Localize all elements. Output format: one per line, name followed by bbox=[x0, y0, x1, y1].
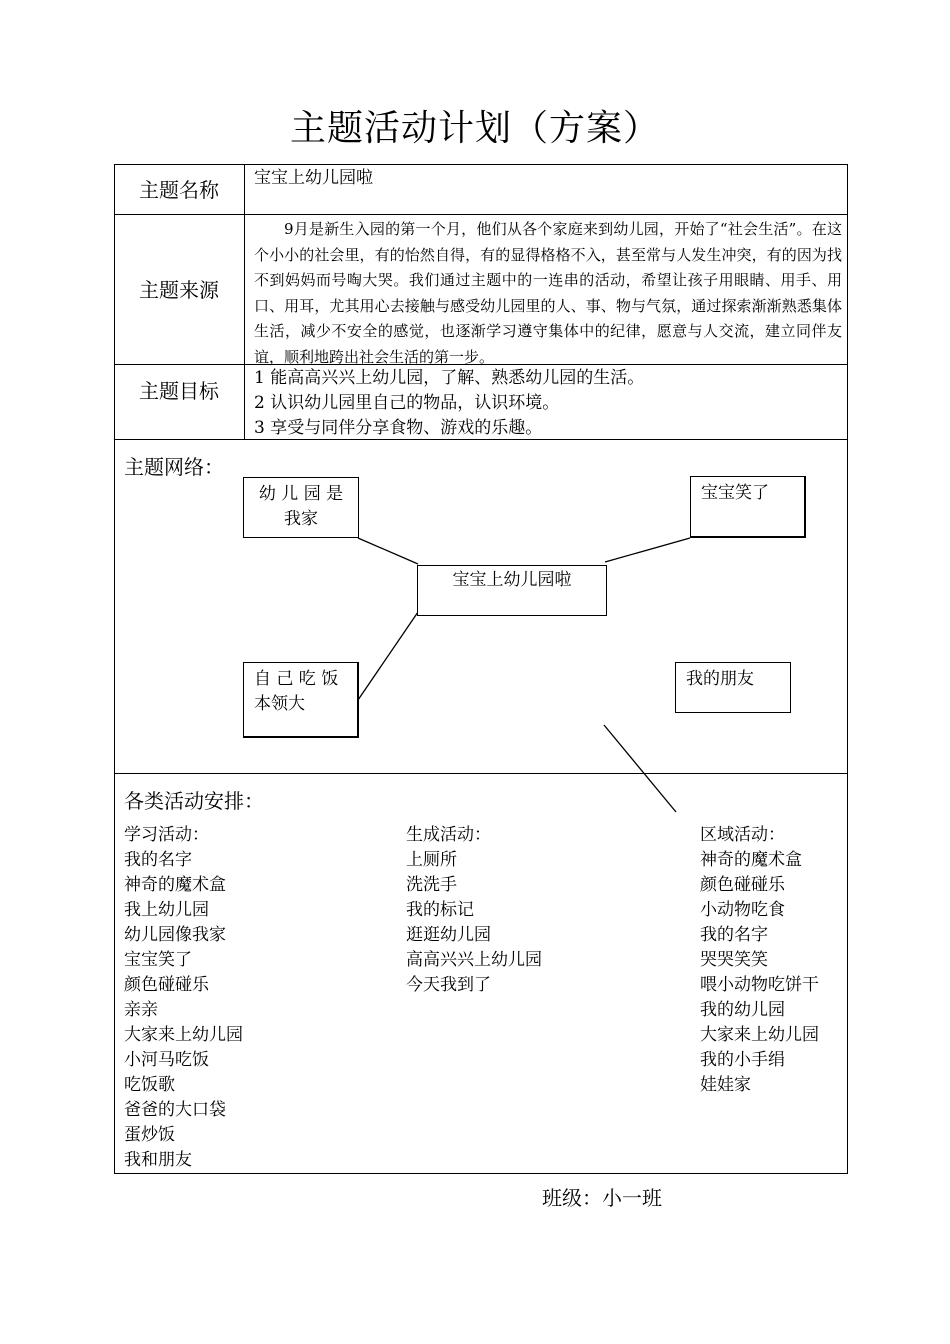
theme-goals-label: 主题目标 bbox=[139, 379, 219, 403]
list-item: 洗洗手 bbox=[406, 875, 457, 895]
list-item: 娃娃家 bbox=[700, 1075, 751, 1095]
list-item: 亲亲 bbox=[124, 1000, 158, 1020]
theme-name-value: 宝宝上幼儿园啦 bbox=[254, 168, 373, 188]
list-item: 我的名字 bbox=[700, 925, 768, 945]
network-node-my-friends: 我的朋友 bbox=[675, 662, 791, 713]
list-item: 颜色碰碰乐 bbox=[700, 875, 785, 895]
list-item: 我的标记 bbox=[406, 900, 474, 920]
list-item: 小河马吃饭 bbox=[124, 1050, 209, 1070]
list-item: 大家来上幼儿园 bbox=[124, 1025, 243, 1045]
list-item: 逛逛幼儿园 bbox=[406, 925, 491, 945]
connector-line bbox=[605, 538, 690, 562]
theme-source-label: 主题来源 bbox=[139, 278, 219, 302]
goal-item: 2 认识幼儿园里自己的物品，认识环境。 bbox=[254, 393, 560, 413]
list-item: 我的名字 bbox=[124, 850, 192, 870]
list-item: 今天我到了 bbox=[406, 975, 491, 995]
list-item: 上厕所 bbox=[406, 850, 457, 870]
column-heading: 生成活动： bbox=[406, 825, 491, 845]
list-item: 爸爸的大口袋 bbox=[124, 1100, 226, 1120]
list-item: 大家来上幼儿园 bbox=[700, 1025, 819, 1045]
list-item: 蛋炒饭 bbox=[124, 1125, 175, 1145]
connector-line bbox=[604, 725, 676, 812]
list-item: 宝宝笑了 bbox=[124, 950, 192, 970]
theme-name-label: 主题名称 bbox=[139, 178, 219, 202]
list-item: 我的小手绢 bbox=[700, 1050, 785, 1070]
network-label: 主题网络： bbox=[124, 455, 224, 479]
network-node-eat-by-self: 自 己 吃 饭 本领大 bbox=[243, 662, 359, 738]
goal-item: 3 享受与同伴分享食物、游戏的乐趣。 bbox=[254, 418, 543, 438]
list-item: 高高兴兴上幼儿园 bbox=[406, 950, 542, 970]
connector-line bbox=[358, 538, 418, 564]
list-item: 小动物吃食 bbox=[700, 900, 785, 920]
list-item: 吃饭歌 bbox=[124, 1075, 175, 1095]
list-item: 我和朋友 bbox=[124, 1150, 192, 1170]
generated-activities-column bbox=[406, 823, 542, 998]
activities-label: 各类活动安排： bbox=[124, 789, 264, 813]
connector-line bbox=[358, 612, 418, 700]
list-item: 我上幼儿园 bbox=[124, 900, 209, 920]
column-heading: 学习活动： bbox=[124, 825, 209, 845]
network-node-baby-smiled: 宝宝笑了 bbox=[690, 476, 806, 538]
list-item: 幼儿园像我家 bbox=[124, 925, 226, 945]
area-activities-column bbox=[700, 823, 819, 1098]
list-item: 哭哭笑笑 bbox=[700, 950, 768, 970]
network-node-kindergarten-home: 幼 儿 园 是 我家 bbox=[243, 477, 359, 538]
class-info: 班级：小一班 bbox=[542, 1186, 662, 1210]
page-title: 主题活动计划（方案） bbox=[289, 108, 660, 149]
list-item: 颜色碰碰乐 bbox=[124, 975, 209, 995]
network-center-node: 宝宝上幼儿园啦 bbox=[417, 565, 607, 616]
list-item: 喂小动物吃饼干 bbox=[700, 975, 819, 995]
list-item: 神奇的魔术盒 bbox=[124, 875, 226, 895]
goal-item: 1 能高高兴兴上幼儿园，了解、熟悉幼儿园的生活。 bbox=[254, 368, 645, 388]
column-heading: 区域活动： bbox=[700, 825, 785, 845]
theme-source-text: 9月是新生入园的第一个月，他们从各个家庭来到幼儿园，开始了“社会生活”。在这个小小的社会里，有的怡然自得，有的显得格格不入，甚至常与人发生冲突，有的因为找不到妈妈而号啕大哭。我们通过主题中的一连串的活动，希望让孩子用眼睛、用手、用口、用耳，尤其用心去接触与感受幼儿园里的人、事、物与气氛，通过探索渐渐熟悉集体生活，减少不安全的感觉，也逐渐学习遵守集体中的纪律，愿意与人交流，建立同伴友谊，顺利地跨出社会生活的第一步。 bbox=[254, 220, 842, 366]
list-item: 神奇的魔术盒 bbox=[700, 850, 802, 870]
list-item: 我的幼儿园 bbox=[700, 1000, 785, 1020]
learning-activities-column bbox=[124, 823, 243, 1173]
